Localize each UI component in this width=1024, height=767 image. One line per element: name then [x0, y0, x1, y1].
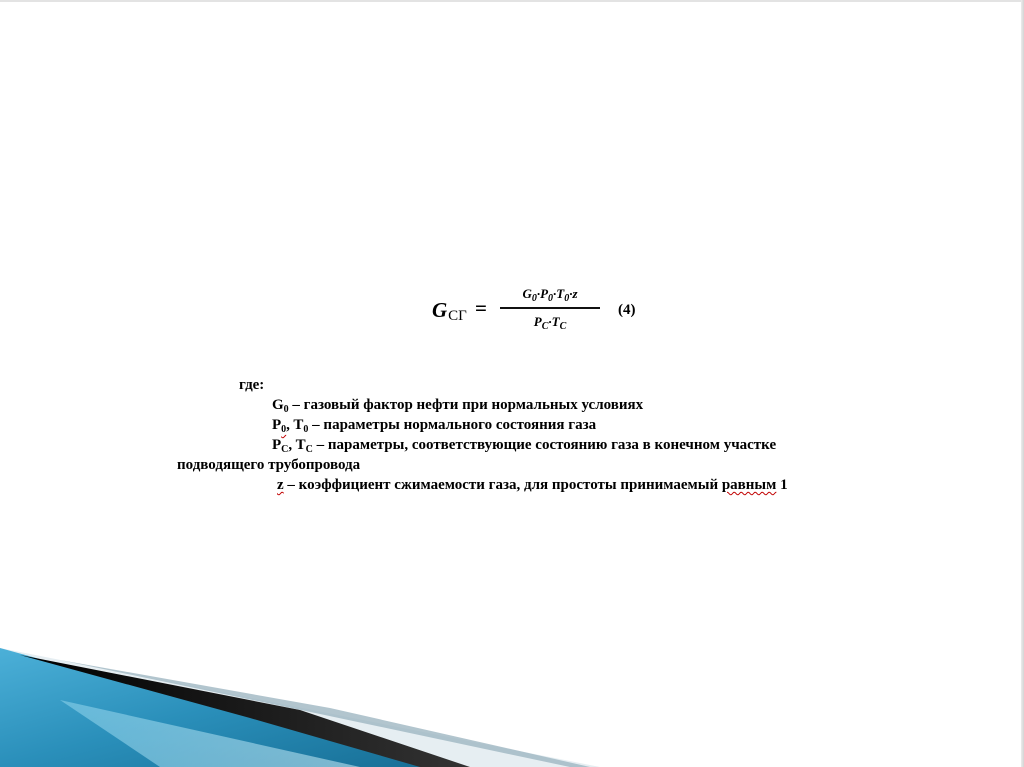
den-p-sub: C [541, 321, 549, 332]
formula-denominator [500, 314, 600, 330]
den-p: P [533, 314, 542, 329]
legend-line-pc-tc [272, 436, 776, 456]
den-t: T [551, 314, 560, 329]
t0-subscript: 0 [303, 424, 309, 435]
num-dot: · [569, 286, 573, 301]
formula-4 [432, 286, 662, 342]
formula-lhs [432, 298, 467, 323]
p0t0-description: – параметры нормального состояния газа [308, 417, 597, 433]
z-symbol: z [277, 477, 284, 493]
g0-symbol: G [272, 397, 284, 413]
g0-subscript: 0 [283, 404, 289, 415]
formula-lhs-subscript: СГ [448, 308, 467, 324]
num-g: G [522, 286, 532, 301]
g0-description: – газовый фактор нефти при нормальных условиях [288, 397, 644, 413]
t0-symbol: T [293, 417, 304, 433]
num-dot: · [553, 286, 557, 301]
p0-separator: , [286, 417, 294, 433]
den-t-sub: C [559, 321, 567, 332]
pc-separator: , [288, 437, 296, 453]
tc-symbol: T [295, 437, 306, 453]
legend-line-g0 [272, 396, 643, 416]
z-description-flagged-word: равным [721, 477, 777, 493]
num-t-sub: 0 [564, 293, 570, 304]
p0-subscript: 0 [281, 424, 287, 435]
tc-subscript: C [305, 444, 313, 455]
legend-line-p0-t0 [272, 416, 596, 436]
z-description: – коэффициент сжимаемости газа, для простоты принимаемый [283, 477, 722, 493]
pc-subscript: C [281, 444, 289, 455]
z-description-value: 1 [776, 477, 788, 493]
pctc-description: – параметры, соответствующие состоянию газа в конечном участке [312, 437, 777, 453]
num-p-sub: 0 [548, 293, 554, 304]
formula-fraction [500, 286, 600, 342]
formula-lhs-symbol: G [432, 298, 448, 322]
num-dot: · [536, 286, 541, 301]
num-z: z [572, 286, 578, 301]
formula-numerator [500, 286, 600, 302]
legend-line-pctc-continuation: подводящего трубопровода [177, 457, 361, 473]
formula-equals: = [475, 296, 487, 320]
where-label: где: [239, 377, 265, 393]
p0-symbol: P [272, 417, 282, 433]
num-p: P [540, 286, 549, 301]
legend-line-z [277, 476, 788, 494]
fraction-bar [500, 307, 600, 309]
pc-symbol: P [272, 437, 282, 453]
equation-number: (4) [618, 302, 636, 318]
num-g-sub: 0 [531, 293, 537, 304]
den-dot: · [548, 314, 552, 329]
num-t: T [556, 286, 565, 301]
